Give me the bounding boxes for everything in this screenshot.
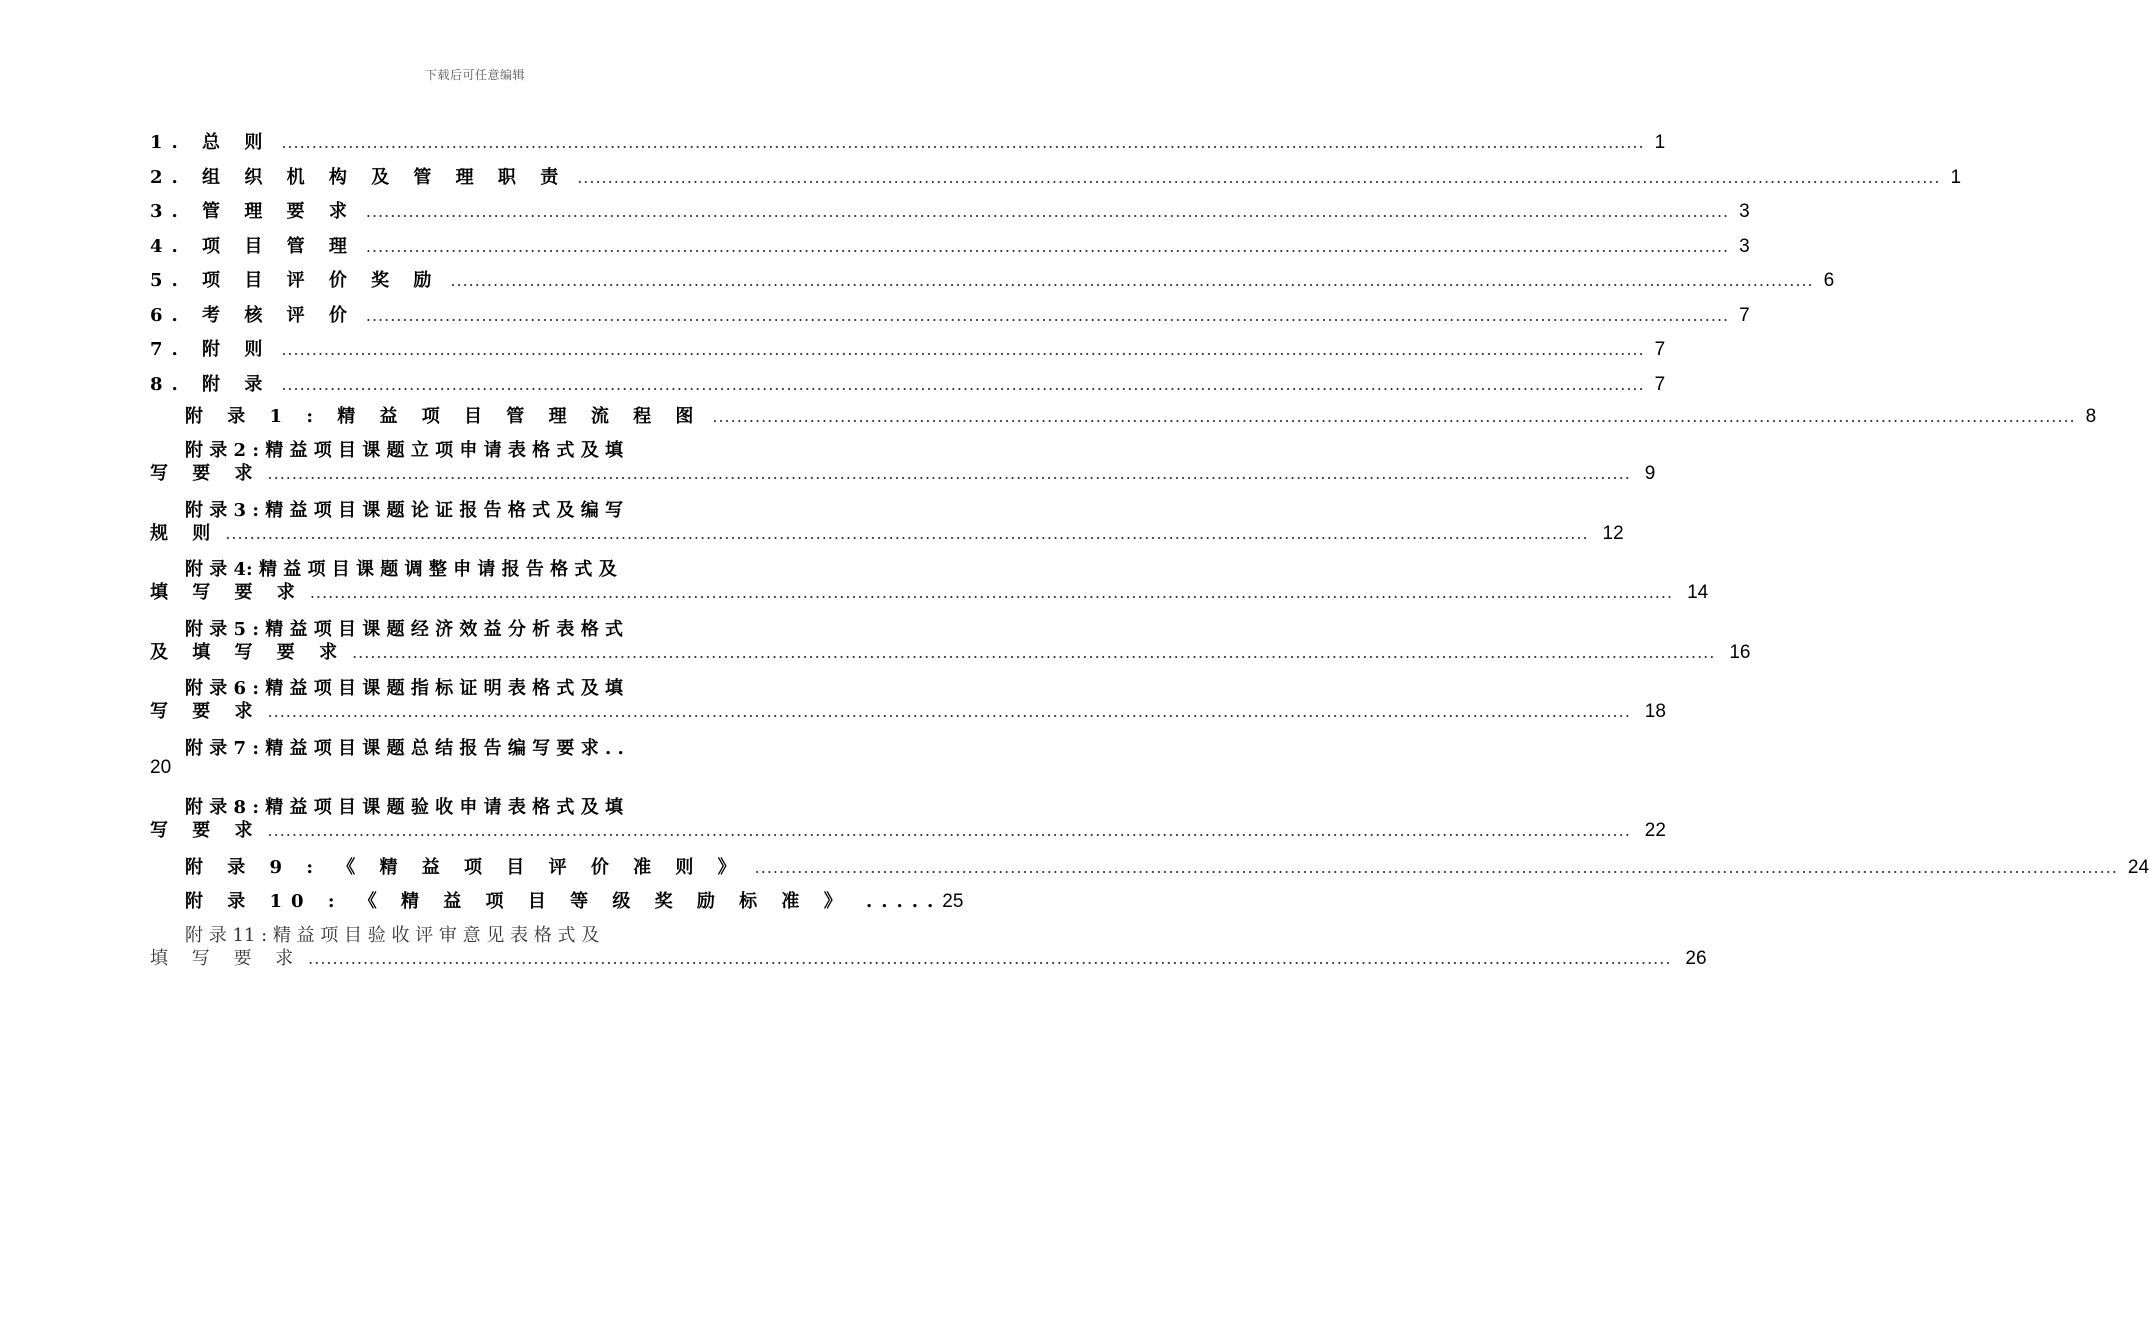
appendix-entry-label: 附 录 4: 精 益 项 目 课 题 调 整 申 请 报 告 格 式 及 [185, 559, 617, 580]
appendix-entry[interactable] [150, 732, 798, 792]
appendix-entry-page: 26 [1685, 947, 1707, 969]
appendix-entry-page: 16 [1729, 641, 1751, 663]
appendix-entry-label: 附 录 9 : 《 精 益 项 目 评 价 准 则 》 [185, 856, 745, 878]
appendix-entry-page: 18 [1644, 701, 1666, 722]
leader-dots [268, 464, 1631, 483]
toc-entry[interactable] [150, 228, 1750, 263]
appendix-entry-page: 8 [2085, 406, 2097, 427]
appendix-entry-label: 附 录 10 : 《 精 益 项 目 等 级 奖 励 标 准 》 ..... [185, 890, 943, 912]
toc-entry[interactable] [150, 124, 1666, 159]
toc-entry[interactable] [150, 193, 1750, 228]
appendix-entry[interactable] [150, 885, 964, 919]
toc-entry-label: 6. 考 核 评 价 [150, 304, 356, 326]
appendix-entry[interactable] [150, 434, 1656, 494]
toc-entry-page: 3 [1739, 235, 1750, 257]
appendix-entry[interactable] [150, 672, 1666, 732]
toc-entry-page: 1 [1950, 166, 1962, 188]
leader-dots [712, 407, 2075, 426]
appendix-entry[interactable] [150, 791, 1666, 851]
appendix-entry[interactable] [150, 494, 1624, 554]
toc-entry-label: 8. 附 录 [150, 373, 272, 395]
appendix-entry-page: 25 [942, 890, 964, 912]
appendix-entry-label: 附 录 2 : 精 益 项 目 课 题 立 项 申 请 表 格 式 及 填 [185, 440, 623, 461]
toc-entry-page: 3 [1739, 201, 1750, 222]
toc-entry-label: 5. 项 目 评 价 奖 励 [150, 270, 441, 291]
appendix-entry-continuation: 规 则 [150, 522, 220, 544]
leader-dots [281, 375, 1644, 394]
toc-entry[interactable] [150, 331, 1666, 366]
appendix-entry-page: 24 [2127, 856, 2149, 878]
toc-entry[interactable] [150, 366, 1666, 401]
appendix-entry-page: 9 [1644, 463, 1656, 484]
appendix-entry-continuation: 填 写 要 求 [150, 582, 304, 603]
appendix-entry[interactable] [150, 553, 1709, 613]
toc-entry-page: 7 [1654, 373, 1666, 395]
appendix-entry-continuation: 写 要 求 [150, 820, 262, 841]
appendix-entry-label: 附 录 1 : 精 益 项 目 管 理 流 程 图 [185, 406, 703, 427]
appendix-entry-label: 附 录 8 : 精 益 项 目 课 题 验 收 申 请 表 格 式 及 填 [185, 797, 623, 818]
leader-dots [366, 202, 1729, 221]
toc-entry[interactable] [150, 297, 1750, 332]
toc-entry-page: 7 [1654, 339, 1666, 360]
appendix-entry[interactable] [150, 851, 2149, 885]
leader-dots [450, 271, 1813, 290]
appendix-entry-continuation: 写 要 求 [150, 463, 262, 484]
toc-entry-label: 2. 组 织 机 构 及 管 理 职 责 [150, 166, 568, 188]
appendix-entry-label: 附 录 7 : 精 益 项 目 课 题 总 结 报 告 编 写 要 求 . . [185, 737, 624, 759]
leader-dots [281, 133, 1644, 152]
toc-entry[interactable] [150, 159, 1962, 194]
appendix-entry-page: 22 [1644, 820, 1666, 841]
leader-dots [308, 949, 1671, 968]
leader-dots [268, 821, 1631, 840]
toc-entry-page: 1 [1654, 132, 1666, 153]
appendix-entry-label: 附 录 3 : 精 益 项 目 课 题 论 证 报 告 格 式 及 编 写 [185, 499, 623, 521]
leader-dots [352, 643, 1715, 662]
appendix-entry[interactable] [150, 919, 1707, 979]
leader-dots [577, 168, 1940, 187]
appendix-entry[interactable] [150, 400, 2097, 434]
appendix-entry-label: 附 录 11 : 精 益 项 目 验 收 评 审 意 见 表 格 式 及 [185, 924, 600, 946]
toc-entry-page: 7 [1739, 304, 1750, 326]
leader-dots [281, 340, 1644, 359]
appendix-entry-page: 20 [150, 756, 172, 778]
appendix-entry-continuation: 写 要 求 [150, 701, 262, 722]
toc-entry-label: 7. 附 则 [150, 339, 272, 360]
appendix-entry-page: 12 [1602, 522, 1624, 544]
appendix-entry-page: 14 [1687, 582, 1709, 603]
leader-dots [366, 306, 1729, 325]
appendix-entry[interactable] [150, 613, 1751, 673]
leader-dots [225, 524, 1588, 543]
toc-entry[interactable] [150, 262, 1835, 297]
leader-dots [366, 237, 1729, 256]
toc-entry-page: 6 [1823, 270, 1835, 291]
table-of-contents [150, 124, 2149, 978]
appendix-entry-continuation: 填 写 要 求 [150, 947, 303, 969]
toc-entry-label: 4. 项 目 管 理 [150, 235, 356, 257]
toc-entry-label: 1. 总 则 [150, 132, 272, 153]
appendix-entry-label: 附 录 6 : 精 益 项 目 课 题 指 标 证 明 表 格 式 及 填 [185, 678, 623, 699]
leader-dots [310, 583, 1673, 602]
leader-dots [268, 702, 1631, 721]
leader-dots [755, 858, 2118, 877]
appendix-entry-label: 附 录 5 : 精 益 项 目 课 题 经 济 效 益 分 析 表 格 式 [185, 618, 623, 640]
toc-entry-label: 3. 管 理 要 求 [150, 201, 356, 222]
page-header: 下载后可任意编辑 [424, 68, 525, 82]
appendix-entry-continuation: 及 填 写 要 求 [150, 641, 347, 663]
